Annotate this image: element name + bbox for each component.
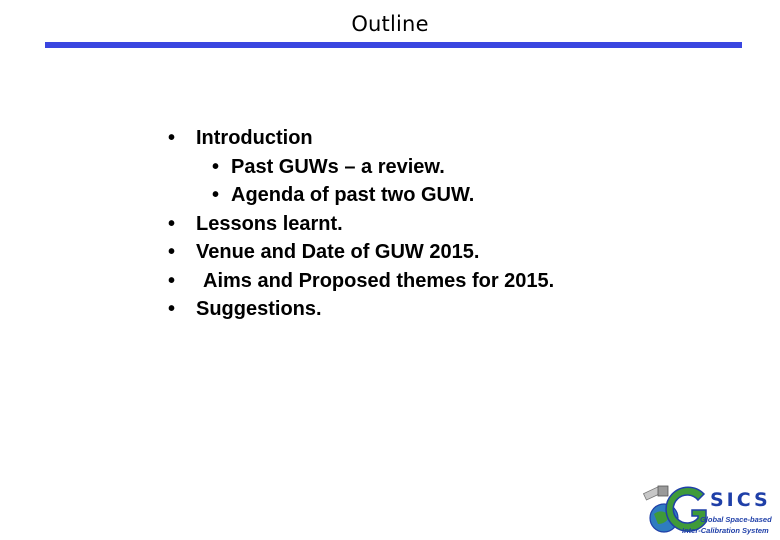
- logo-tagline-1: Global Space-based: [700, 515, 772, 524]
- logo-tagline-2: Inter-Calibration System: [682, 526, 769, 535]
- outline-item-label: Aims and Proposed themes for 2015.: [203, 269, 555, 292]
- gsics-logo: [640, 474, 780, 540]
- logo-wordmark: SICS: [710, 489, 771, 511]
- bullet-icon: •: [168, 298, 176, 320]
- outline-item-label: Suggestions.: [196, 298, 322, 320]
- title-underline-rule: [45, 42, 742, 48]
- bullet-icon: •: [168, 212, 176, 235]
- slide-title: Outline: [351, 12, 429, 36]
- outline-item-label: Lessons learnt.: [196, 212, 343, 235]
- bullet-icon: •: [168, 241, 176, 263]
- bullet-icon: •: [212, 184, 220, 206]
- outline-item-label: Agenda of past two GUW.: [231, 184, 475, 206]
- logo-g-mark: [666, 487, 706, 531]
- bullet-icon: •: [168, 127, 176, 149]
- bullet-icon: •: [212, 155, 220, 178]
- bullet-icon: •: [168, 269, 176, 292]
- outline-item-label: Introduction: [196, 127, 313, 149]
- outline-item-label: Past GUWs – a review.: [231, 155, 445, 178]
- outline-item-label: Venue and Date of GUW 2015.: [196, 241, 480, 263]
